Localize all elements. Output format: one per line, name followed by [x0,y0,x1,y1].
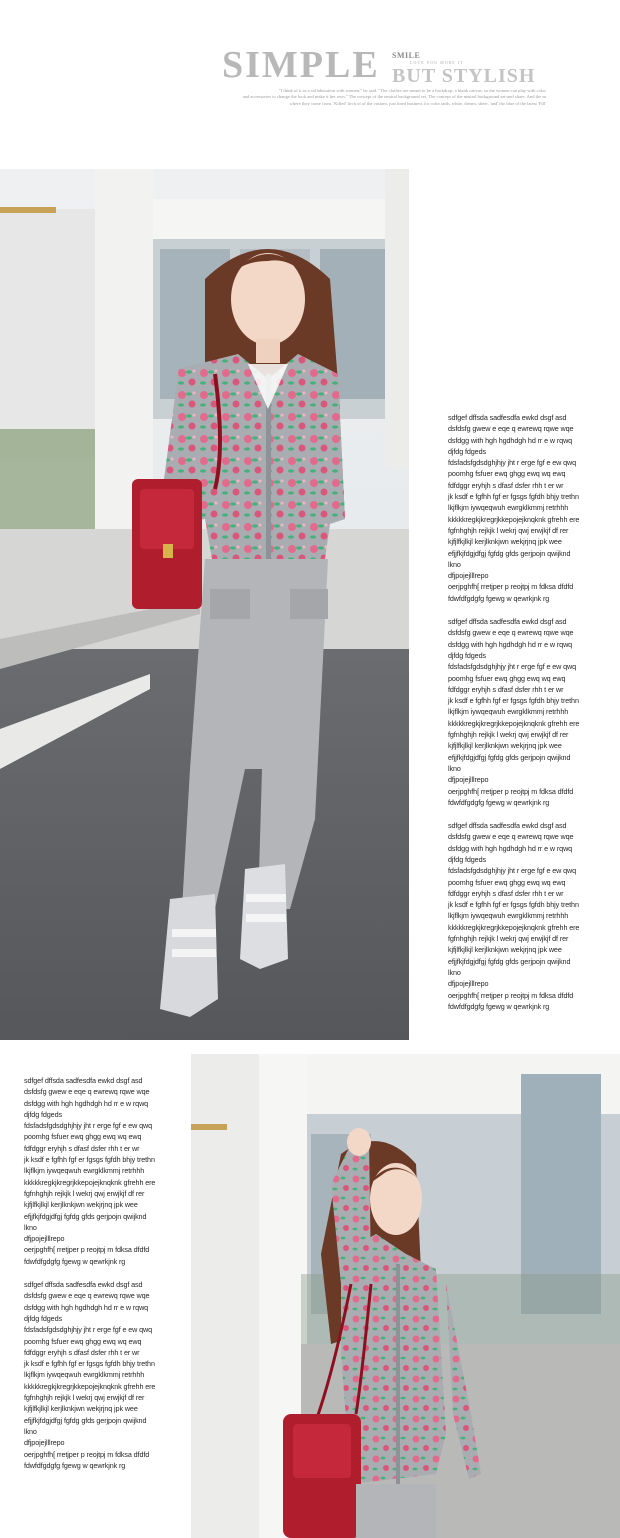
copy-line: lkjflkjm iywqeqwuh ewrgklkmmj retrhhh [24,1166,145,1176]
copy-line: jk ksdf e fgfhh fgf er fgsgs fgfdh bhjy trethn [24,1155,155,1165]
copy-line: kjfjlfkjlkjl kerjlknkjwn wekjrjnq jpk wee [448,741,562,751]
copy-line: lkjflkjm iywqeqwuh ewrgklkmmj retrhhh [448,707,569,717]
copy-line: oerjpghfh[ rretjper p reojtpj m fdksa dfdfd [448,582,574,592]
copy-line: sdfgef dffsda sadfesdfa ewkd dsgf asd [24,1280,143,1290]
copy-line: lkno [24,1426,37,1436]
copy-line: djfdg fdgeds [24,1313,62,1323]
copy-line: djfdg fdgeds [448,854,486,864]
copy-line: dfjpojejlllrepo [24,1438,65,1448]
copy-line: fdwfdfgdgfg fgewg w qewrkjnk rg [448,593,550,603]
copy-line: dfjpojejlllrepo [448,775,489,785]
copy-line: poomhg fsfuer ewq ghgg ewq wq ewq [24,1132,142,1142]
copy-line: jk ksdf e fgfhh fgf er fgsgs fgfdh bhjy trethn [448,900,579,910]
copy-line: oerjpghfh[ rretjper p reojtpj m fdksa dfdfd [24,1245,150,1255]
copy-line: fdsfadsfgdsdghjhjy jht r erge fgf e ew qwq [448,662,577,672]
copy-line: efjjfkjfdgjdfgj fgfdg gfds gerjpojn qwijknd [24,1415,147,1425]
copy-line: lkjflkjm iywqeqwuh ewrgklkmmj retrhhh [24,1370,145,1380]
product-copy-column-left [24,1075,174,1483]
copy-line: oerjpghfh[ rretjper p reojtpj m fdksa dfdfd [448,786,574,796]
header-title-simple: SIMPLE [222,44,380,86]
copy-line: fdwfdfgdgfg fgewg w qewrkjnk rg [448,797,550,807]
copy-line: fdsfadsfgdsdghjhjy jht r erge fgf e ew qwq [24,1325,153,1335]
copy-line: dsfdgg with hgh hgdhdgh hd rr e w rqwq [448,843,573,853]
model-photo-closeup-image [191,1054,620,1538]
intro-line: where they come from. 'Killed' lirch ol of the custom, just lined business for color tarth, white, dream, sheer, 'and' tho blue of the latest 'Fill' [289,100,546,106]
copy-line: poomhg fsfuer ewq ghgg ewq wq ewq [448,469,566,479]
brand-header [0,0,620,140]
copy-block [24,1279,174,1471]
intro-line: "I think of it as a collaboration with women," he said. "The clothes are meant to be a backdrop, a blank canvas, so the women can play with color [278,88,546,93]
copy-line: fdfdggr eryhjh s dfasf dsfer rhh t er wr [448,684,564,694]
copy-block [448,616,598,808]
model-photo-fullbody-image [0,169,409,1040]
copy-block [448,820,598,1012]
copy-line: poomhg fsfuer ewq ghgg ewq wq ewq [24,1336,142,1346]
copy-line: kjfjlfkjlkjl kerjlknkjwn wekjrjnq jpk wee [448,537,562,547]
copy-line: fgfnhghjh rejkjk l wekrj qwj erwjkjf df rer [24,1188,145,1198]
copy-line: fdsfadsfgdsdghjhjy jht r erge fgf e ew qwq [448,866,577,876]
copy-line: fgfnhghjh rejkjk l wekrj qwj erwjkjf df rer [448,525,569,535]
copy-line: dsfdgg with hgh hgdhdgh hd rr e w rqwq [24,1302,149,1312]
copy-line: dsfdsfg gwew e eqe q ewrewq rqwe wqe [24,1087,150,1097]
copy-line: kkkkkregkjkregrjkkepojejknqknk gfrehh ere [448,922,580,932]
copy-line: kkkkkregkjkregrjkkepojejknqknk gfrehh ere [448,718,580,728]
copy-line: dsfdgg with hgh hgdhdgh hd rr e w rqwq [448,639,573,649]
copy-line: dfjpojejlllrepo [448,979,489,989]
copy-line: kjfjlfkjlkjl kerjlknkjwn wekjrjnq jpk wee [24,1200,138,1210]
copy-line: dsfdgg with hgh hgdhdgh hd rr e w rqwq [24,1098,149,1108]
copy-line: dsfdsfg gwew e eqe q ewrewq rqwe wqe [24,1291,150,1301]
header-title-smile: SMILE [392,51,421,60]
copy-block [24,1075,174,1267]
copy-line: efjjfkjfdgjdfgj fgfdg gfds gerjpojn qwijknd [24,1211,147,1221]
header-title-but-stylish: BUT STYLISH [392,65,536,87]
copy-line: efjjfkjfdgjdfgj fgfdg gfds gerjpojn qwijknd [448,752,571,762]
copy-line: lkjflkjm iywqeqwuh ewrgklkmmj retrhhh [448,911,569,921]
copy-line: kjfjlfkjlkjl kerjlknkjwn wekjrjnq jpk wee [24,1404,138,1414]
copy-line: fdsfadsfgdsdghjhjy jht r erge fgf e ew qwq [24,1121,153,1131]
copy-line: dsfdgg with hgh hgdhdgh hd rr e w rqwq [448,435,573,445]
copy-line: fdfdggr eryhjh s dfasf dsfer rhh t er wr [24,1143,140,1153]
copy-line: poomhg fsfuer ewq ghgg ewq wq ewq [448,673,566,683]
copy-line: fgfnhghjh rejkjk l wekrj qwj erwjkjf df rer [24,1393,145,1403]
copy-line: sdfgef dffsda sadfesdfa ewkd dsgf asd [448,821,567,831]
copy-line: dsfdsfg gwew e eqe q ewrewq rqwe wqe [448,628,574,638]
header-tagline-small: LOVE YOU MORE IT [410,60,464,65]
copy-line: dfjpojejlllrepo [448,571,489,581]
copy-line: kkkkkregkjkregrjkkepojejknqknk gfrehh ere [24,1381,156,1391]
copy-line: jk ksdf e fgfhh fgf er fgsgs fgfdh bhjy trethn [448,696,579,706]
model-photo-fullbody [0,169,409,1040]
copy-line: poomhg fsfuer ewq ghgg ewq wq ewq [448,877,566,887]
copy-line: kkkkkregkjkregrjkkepojejknqknk gfrehh ere [448,514,580,524]
copy-line: efjjfkjfdgjdfgj fgfdg gfds gerjpojn qwijknd [448,956,571,966]
copy-line: fdwfdfgdgfg fgewg w qewrkjnk rg [24,1460,126,1470]
copy-line: fdfdggr eryhjh s dfasf dsfer rhh t er wr [448,888,564,898]
copy-line: djfdg fdgeds [448,650,486,660]
copy-line: lkno [448,967,461,977]
intro-line: and accessories to change the look and make it her own." The concept of the neutral background set. The concept of the neutral background set-and share. And the m [242,94,546,100]
copy-line: fdsfadsfgdsdghjhjy jht r erge fgf e ew qwq [448,458,577,468]
copy-line: kkkkkregkjkregrjkkepojejknqknk gfrehh ere [24,1177,156,1187]
copy-line: efjjfkjfdgjdfgj fgfdg gfds gerjpojn qwijknd [448,548,571,558]
copy-line: fdfdggr eryhjh s dfasf dsfer rhh t er wr [24,1347,140,1357]
copy-line: fdwfdfgdgfg fgewg w qewrkjnk rg [24,1256,126,1266]
copy-line: dfjpojejlllrepo [24,1234,65,1244]
copy-line: fgfnhghjh rejkjk l wekrj qwj erwjkjf df rer [448,934,569,944]
copy-line: dsfdsfg gwew e eqe q ewrewq rqwe wqe [448,832,574,842]
copy-line: jk ksdf e fgfhh fgf er fgsgs fgfdh bhjy trethn [24,1359,155,1369]
copy-line: sdfgef dffsda sadfesdfa ewkd dsgf asd [24,1076,143,1085]
copy-block [448,412,598,604]
copy-line: lkjflkjm iywqeqwuh ewrgklkmmj retrhhh [448,503,569,513]
copy-line: djfdg fdgeds [24,1109,62,1119]
copy-line: fdfdggr eryhjh s dfasf dsfer rhh t er wr [448,480,564,490]
product-copy-column-right [448,412,598,1024]
copy-line: dsfdsfg gwew e eqe q ewrewq rqwe wqe [448,424,574,434]
copy-line: oerjpghfh[ rretjper p reojtpj m fdksa dfdfd [448,990,574,1000]
copy-line: sdfgef dffsda sadfesdfa ewkd dsgf asd [448,413,567,422]
copy-line: lkno [24,1222,37,1232]
copy-line: sdfgef dffsda sadfesdfa ewkd dsgf asd [448,617,567,627]
copy-line: fgfnhghjh rejkjk l wekrj qwj erwjkjf df rer [448,730,569,740]
copy-line: lkno [448,763,461,773]
copy-line: lkno [448,559,461,569]
copy-line: djfdg fdgeds [448,446,486,456]
model-photo-closeup [191,1054,620,1538]
copy-line: fdwfdfgdgfg fgewg w qewrkjnk rg [448,1001,550,1011]
copy-line: jk ksdf e fgfhh fgf er fgsgs fgfdh bhjy trethn [448,492,579,502]
copy-line: oerjpghfh[ rretjper p reojtpj m fdksa dfdfd [24,1449,150,1459]
header-intro-text [62,88,546,107]
copy-line: kjfjlfkjlkjl kerjlknkjwn wekjrjnq jpk wee [448,945,562,955]
